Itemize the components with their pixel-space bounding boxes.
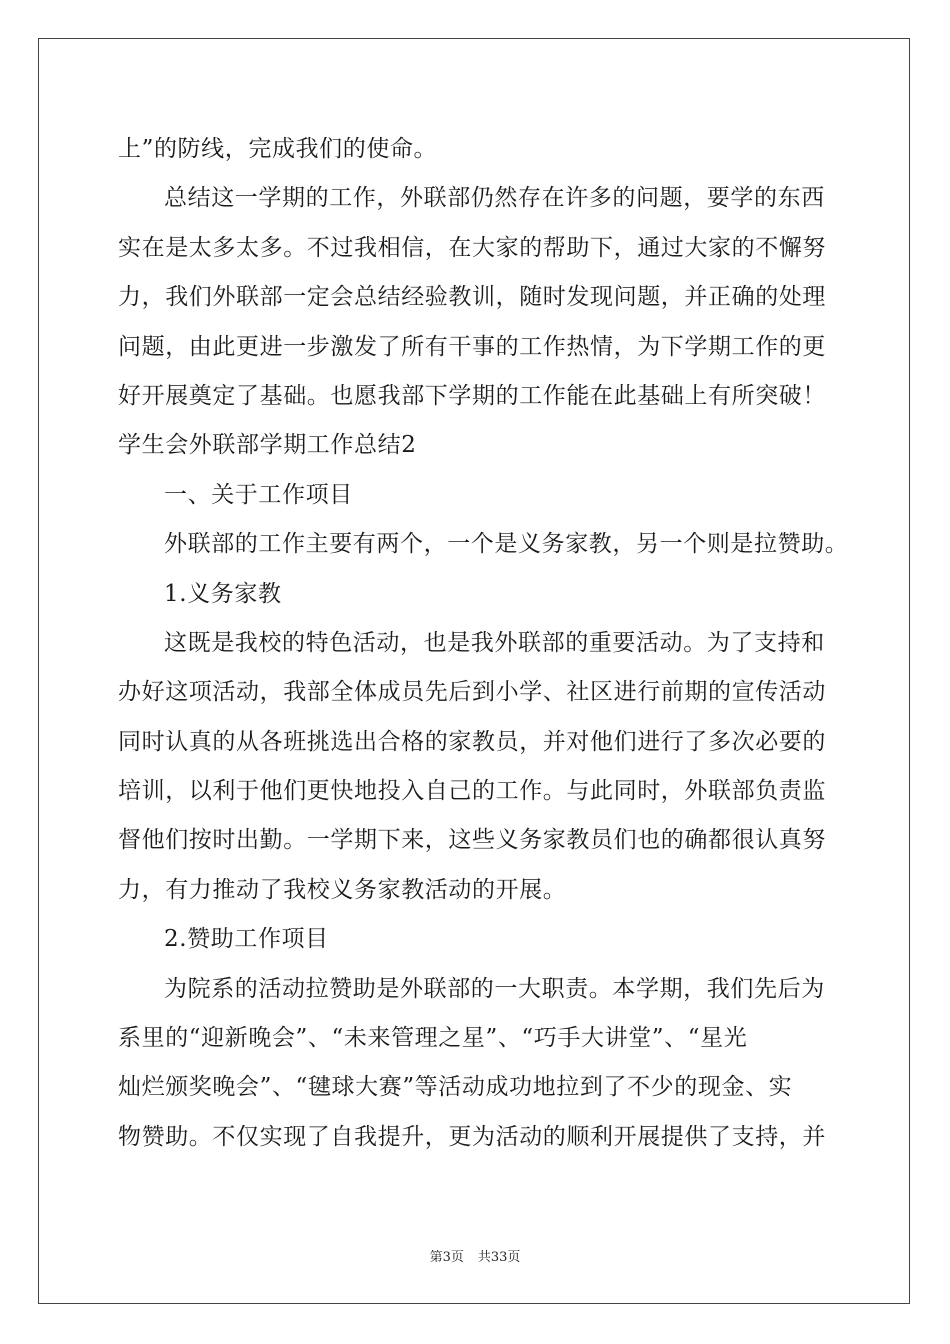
section-heading: 学生会外联部学期工作总结2 <box>118 432 417 459</box>
text-line: 总结这一学期的工作，外联部仍然存在许多的问题，要学的东西 <box>164 185 825 212</box>
text-line: 培训，以利于他们更快地投入自己的工作。与此同时，外联部负责监 <box>118 778 826 805</box>
page-footer <box>0 1246 950 1265</box>
text-line: 灿烂颁奖晚会”、“毽球大赛”等活动成功地拉到了不少的现金、实 <box>118 1074 793 1101</box>
text-line: 物赞助。不仅实现了自我提升，更为活动的顺利开展提供了支持，并 <box>118 1123 826 1150</box>
text-line: 问题，由此更进一步激发了所有干事的工作热情，为下学期工作的更 <box>118 333 826 360</box>
text-line: 办好这项活动，我部全体成员先后到小学、社区进行前期的宣传活动 <box>118 679 826 706</box>
document-body <box>118 129 849 1166</box>
page-number: 第3页 <box>429 1250 464 1265</box>
text-line: 上”的防线，完成我们的使命。 <box>118 136 438 162</box>
item-heading: 2.赞助工作项目 <box>164 926 329 953</box>
subsection-heading: 一、关于工作项目 <box>164 481 353 508</box>
text-line: 同时认真的从各班挑选出合格的家教员，并对他们进行了多次必要的 <box>118 728 826 755</box>
item-heading: 1.义务家教 <box>164 580 282 607</box>
text-line: 外联部的工作主要有两个，一个是义务家教，另一个则是拉赞助。 <box>164 531 849 558</box>
text-line: 好开展奠定了基础。也愿我部下学期的工作能在此基础上有所突破！ <box>118 382 826 409</box>
text-line: 为院系的活动拉赞助是外联部的一大职责。本学期，我们先后为 <box>164 975 825 1002</box>
text-line: 督他们按时出勤。一学期下来，这些义务家教员们也的确都很认真努 <box>118 827 826 854</box>
page-total: 共33页 <box>477 1250 521 1265</box>
text-line: 实在是太多太多。不过我相信，在大家的帮助下，通过大家的不懈努 <box>118 234 826 261</box>
text-line: 力，我们外联部一定会总结经验教训，随时发现问题，并正确的处理 <box>118 284 826 311</box>
text-line: 系里的“迎新晚会”、“未来管理之星”、“巧手大讲堂”、“星光 <box>118 1025 748 1052</box>
text-line: 力，有力推动了我校义务家教活动的开展。 <box>118 876 567 903</box>
text-line: 这既是我校的特色活动，也是我外联部的重要活动。为了支持和 <box>164 629 825 656</box>
